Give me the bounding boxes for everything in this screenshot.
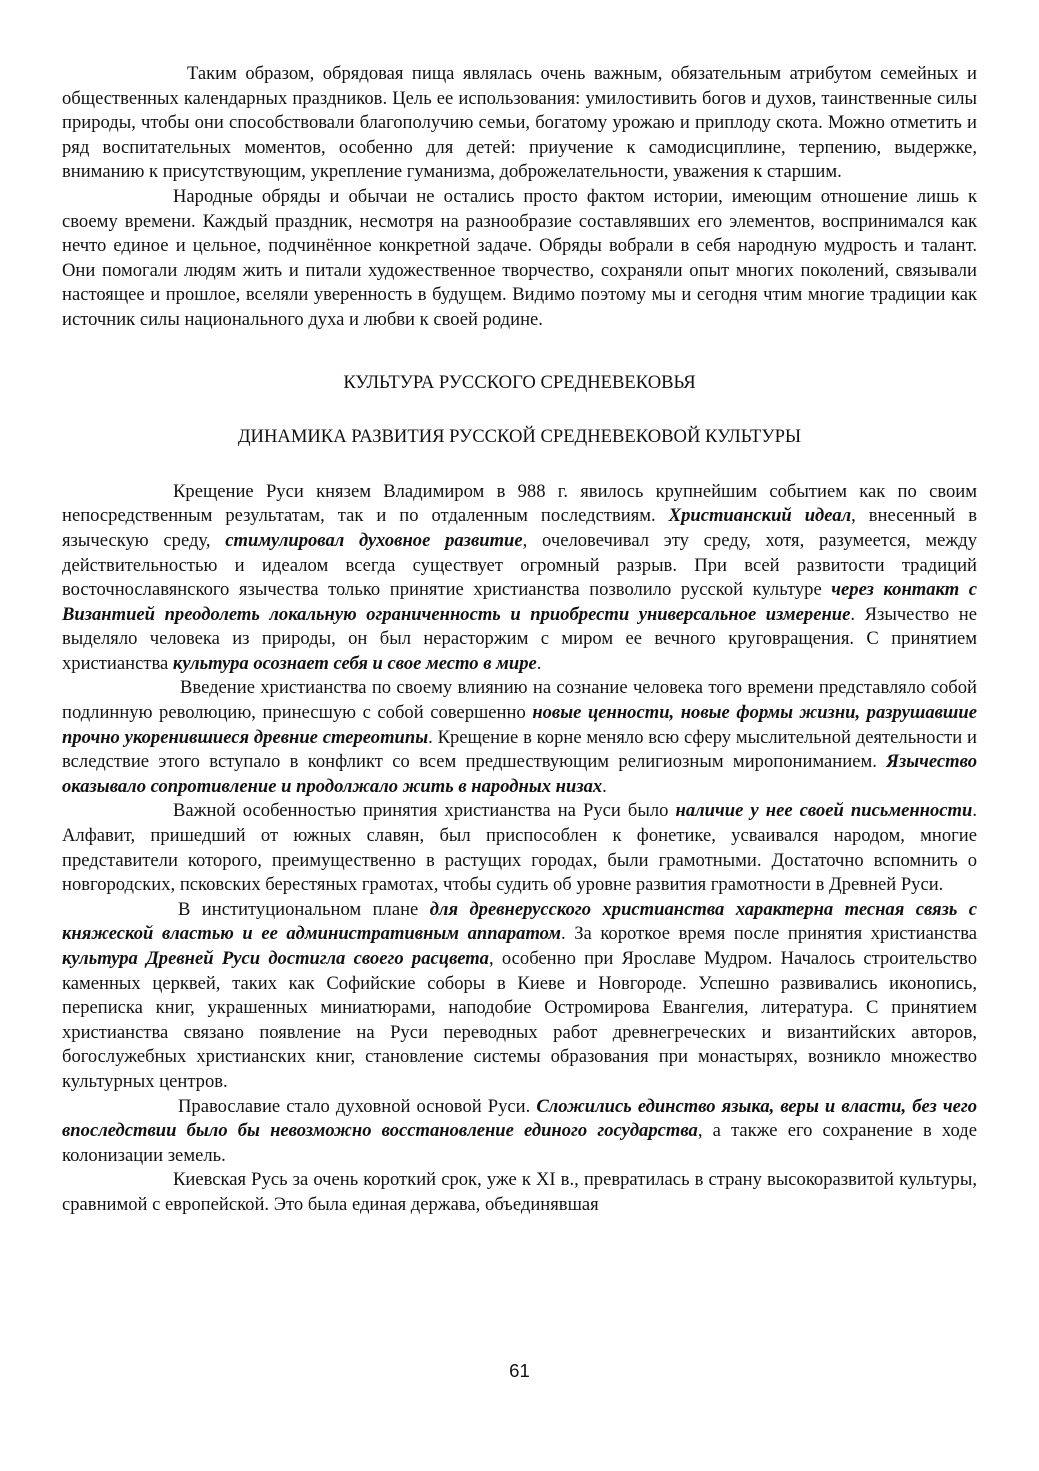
- emphasis-text: культура осознает себя и свое место в мире: [172, 652, 537, 674]
- paragraph: [62, 1168, 977, 1217]
- paragraph-text: Православие стало духовной основой Руси.: [178, 1095, 537, 1117]
- page-number: 61: [509, 1360, 530, 1381]
- paragraph-text: , особенно при Ярославе Мудром. Началось строительство каменных церквей, таких как Софийские соборы в Киеве и Новгороде. Успешно развивались иконопись, переписка книг, украшенных миниатюрами, наподобие Остромирова Евангелия, литература. С принятием христианства связано появление на Руси переводных работ древнегреческих и византийских авторов, богослужебных христианских книг, становление системы образования при монастырях, возникло множество культурных центров.: [62, 948, 977, 1092]
- emphasis-text: Язычество оказывало сопротивление и продолжало жить в народных низах: [62, 751, 977, 797]
- emphasis-text: через контакт с Византией преодолеть локальную ограниченность и приобрести универсальное измерение: [62, 579, 978, 625]
- paragraph-text: .: [536, 652, 542, 674]
- paragraph-text: . Алфавит, пришедший от южных славян, был приспособлен к фонетике, усваивался народом, многие представители которого, преимущественно в растущих городах, были грамотными. Достаточно вспомнить о новгородских, псковских берестяных грамотах, чтобы судить об уровне развития грамотности в Древней Руси.: [62, 800, 977, 896]
- paragraph-text: , внесенный в языческую среду,: [62, 505, 978, 551]
- subsection-heading: ДИНАМИКА РАЗВИТИЯ РУССКОЙ СРЕДНЕВЕКОВОЙ КУЛЬТУРЫ: [237, 426, 802, 448]
- paragraph: [62, 185, 977, 333]
- paragraph-text: . Крещение в корне меняло всю сферу мыслительной деятельности и вследствие этого вступало в конфликт со всем предшествующим религиозным миропониманием.: [62, 726, 977, 773]
- section-heading: КУЛЬТУРА РУССКОГО СРЕДНЕВЕКОВЬЯ: [343, 371, 696, 393]
- emphasis-text: культура Древней Руси достигла своего расцвета: [62, 948, 489, 969]
- emphasis-text: новые ценности, новые формы жизни, разрушавшие прочно укоренившиеся древние стереотипы: [62, 702, 978, 748]
- emphasis-text: для древнерусского христианства характерна тесная связь с княжеской властью и ее административным аппаратом: [62, 898, 977, 945]
- emphasis-text: Сложились единство языка, веры и власти, без чего впоследствии было бы невозможно восстановление единого государства: [62, 1095, 977, 1142]
- intro-section: [62, 62, 977, 333]
- paragraph: [62, 1095, 977, 1169]
- paragraph-text: . Язычество не выделяло человека из природы, он был нерасторжим с миром ее вечного круговращения. С принятием христианства: [62, 603, 977, 674]
- paragraph-text: Важной особенностью принятия христианства на Руси было: [173, 800, 676, 822]
- paragraph: [62, 480, 977, 677]
- paragraph-text: , очеловечивал эту среду, хотя, разумеется, между действительностью и идеалом всегда существует огромный разрыв. При всей развитости традиций восточнославянского язычества только принятие христианства позволило русской культуре: [62, 529, 977, 601]
- paragraph: [62, 62, 977, 185]
- emphasis-text: Христианский идеал: [668, 505, 852, 527]
- paragraph: [62, 799, 977, 897]
- paragraph: [62, 676, 977, 799]
- paragraph: [62, 898, 977, 1095]
- body-section: [62, 480, 977, 1218]
- paragraph-text: , а также его сохранение в ходе колонизации земель.: [62, 1120, 977, 1166]
- paragraph-text: Крещение Руси князем Владимиром в 988 г. явилось крупнейшим событием как по своим непосредственным результатам, так и по отдаленным последствиям.: [62, 480, 977, 527]
- paragraph-text: В институциональном плане: [178, 898, 430, 920]
- paragraph-text: .: [602, 775, 607, 797]
- emphasis-text: наличие у нее своей письменности: [675, 800, 973, 822]
- paragraph-text: Введение христианства по своему влиянию на сознание человека того времени представляло собой подлинную революцию, принесшую с собой совершенно: [62, 677, 977, 724]
- document-page: [62, 62, 977, 1218]
- paragraph-text: . За короткое время после принятия христианства: [561, 923, 977, 945]
- paragraph-text: Народные обряды и обычаи не остались просто фактом истории, имеющим отношение лишь к своему времени. Каждый праздник, несмотря на разнообразие составлявших его элементов, воспринимался как нечто единое и цельное, подчинённое конкретной задаче. Обряды вобрали в себя народную мудрость и талант. Они помогали людям жить и питали художественное творчество, сохраняли опыт многих поколений, связывали настоящее и прошлое, вселяли уверенность в будущем. Видимо поэтому мы и сегодня чтим многие традиции как источник силы национального духа и любви к своей родине.: [62, 185, 977, 330]
- paragraph-text: Киевская Русь за очень короткий срок, уже к XI в., превратилась в страну высокоразвитой культуры, сравнимой с европейской. Это была единая держава, объединявшая: [62, 1169, 977, 1215]
- paragraph-text: Таким образом, обрядовая пища являлась очень важным, обязательным атрибутом семейных и общественных календарных праздников. Цель ее использования: умилостивить богов и духов, таинственные силы природы, чтобы они способствовали благополучию семьи, богатому урожаю и приплоду скота. Можно отметить и ряд воспитательных моментов, особенно для детей: приучение к самодисциплине, терпению, выдержке, вниманию к присутствующим, укрепление гуманизма, доброжелательности, уважения к старшим.: [62, 63, 977, 183]
- emphasis-text: стимулировал духовное развитие: [225, 529, 523, 551]
